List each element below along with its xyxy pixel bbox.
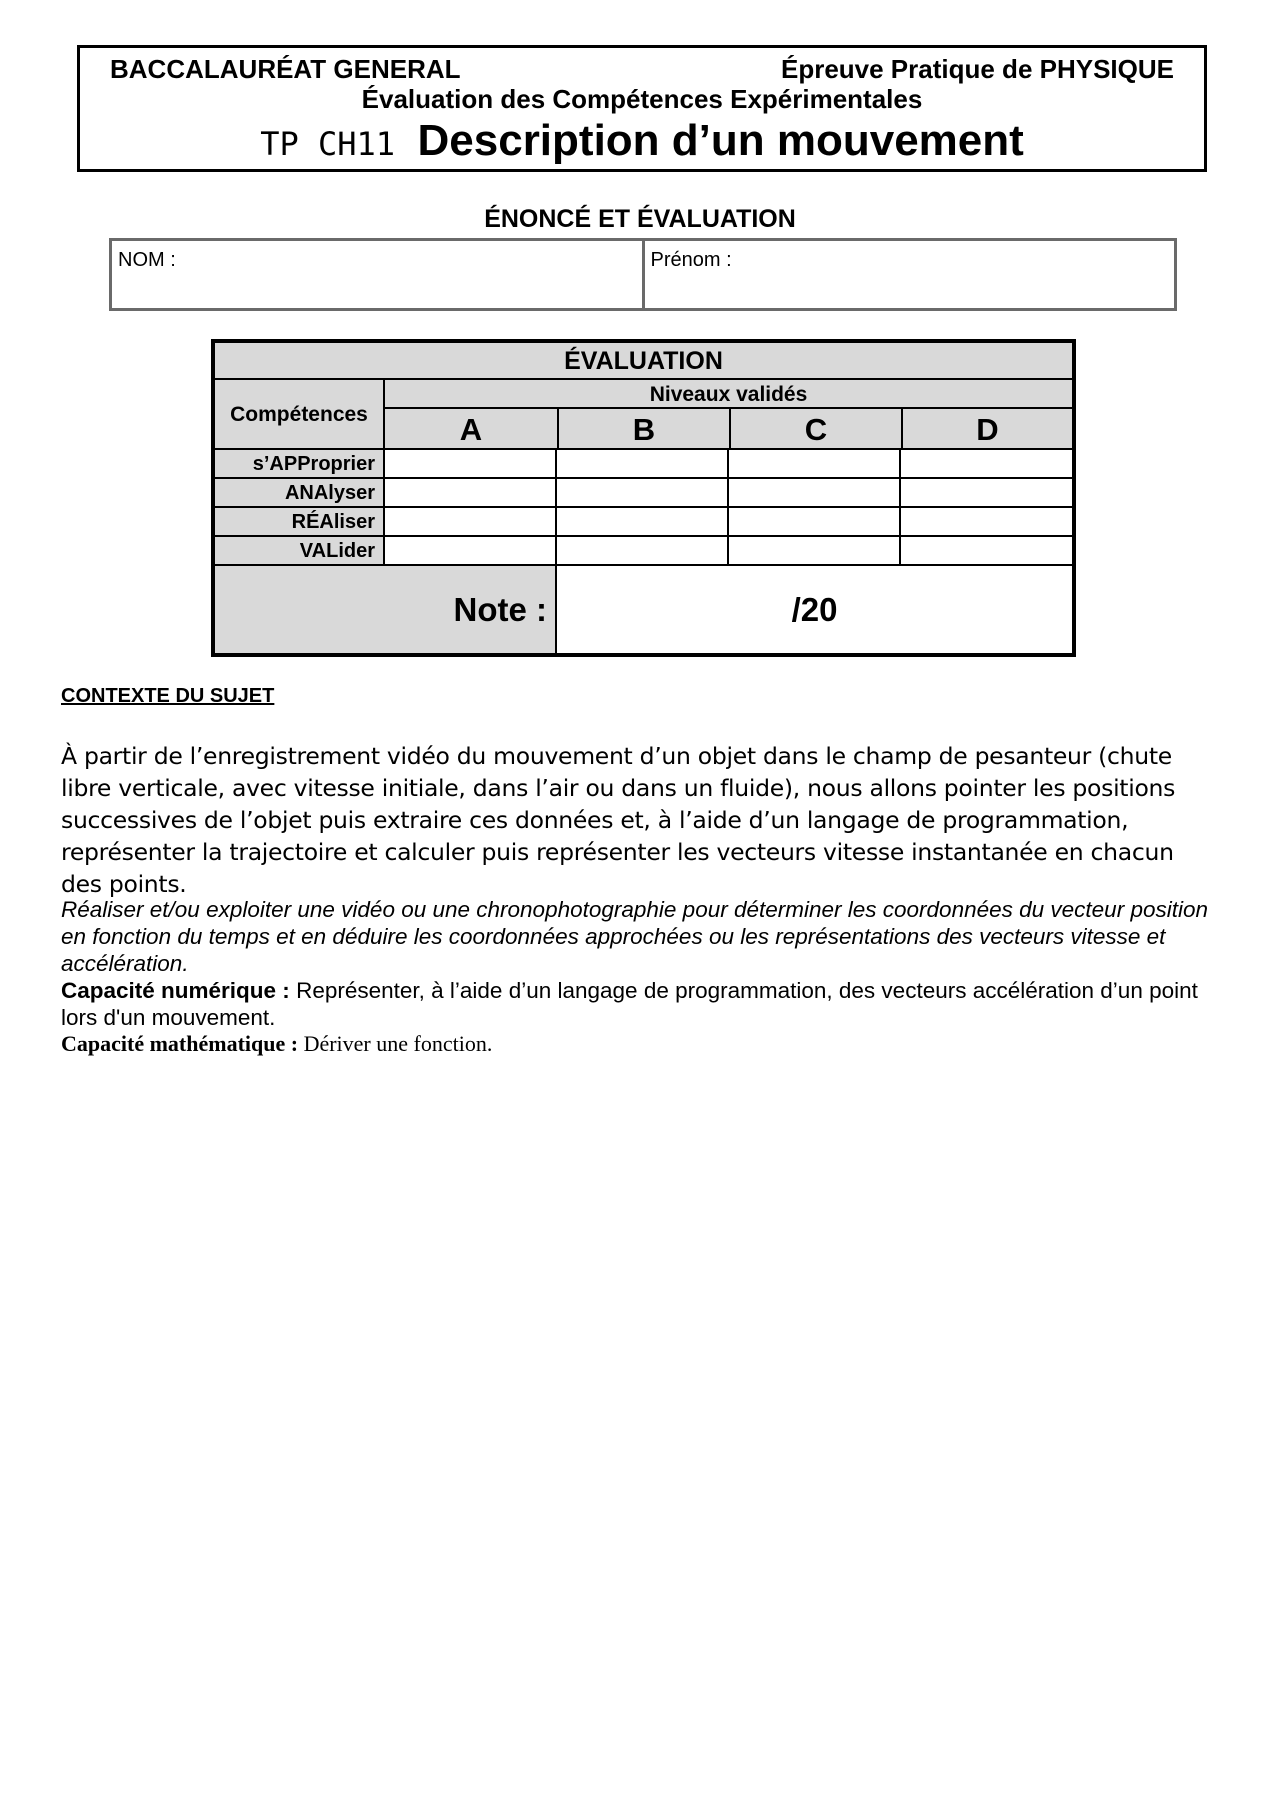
enonce-heading: ÉNONCÉ ET ÉVALUATION	[484, 205, 796, 233]
grade-cell[interactable]	[729, 450, 901, 479]
capacite-mathematique-text: Dériver une fonction.	[298, 1031, 493, 1056]
capacite-numerique	[61, 977, 1221, 1031]
grade-cell[interactable]	[385, 537, 557, 566]
level-c-header: C	[729, 409, 901, 450]
grade-cell[interactable]	[557, 450, 729, 479]
grade-cell[interactable]	[901, 508, 1072, 537]
grade-cell[interactable]	[385, 450, 557, 479]
exam-level: BACCALAURÉAT GENERAL	[110, 54, 461, 84]
note-label: Note :	[215, 566, 557, 653]
grade-cell[interactable]	[729, 508, 901, 537]
nom-label: NOM :	[118, 249, 176, 271]
level-d-header: D	[901, 409, 1072, 450]
row-label-analyser: ANAlyser	[215, 479, 385, 508]
grade-cell[interactable]	[557, 479, 729, 508]
grade-cell[interactable]	[729, 537, 901, 566]
grade-cell[interactable]	[729, 479, 901, 508]
row-label-approprier: s’APProprier	[215, 450, 385, 479]
grade-cell[interactable]	[557, 537, 729, 566]
grade-cell[interactable]	[901, 450, 1072, 479]
capacite-numerique-text: Représenter, à l’aide d’un langage de programmation, des vecteurs accélération d’un point lors d'un mouvement.	[61, 978, 1198, 1030]
identity-table	[109, 238, 1177, 311]
level-b-header: B	[557, 409, 729, 450]
header-box	[77, 45, 1207, 172]
competences-header: Compétences	[215, 380, 385, 450]
capacite-mathematique	[61, 1031, 1221, 1057]
capacite-numerique-label: Capacité numérique :	[61, 978, 290, 1003]
grade-cell[interactable]	[901, 479, 1072, 508]
grade-cell[interactable]	[385, 508, 557, 537]
context-paragraph: À partir de l’enregistrement vidéo du mouvement d’un objet dans le champ de pesanteur (chute libre verticale, avec vitesse initiale, dans l’air ou dans un fluide), nous allons pointer les positions successives de l’objet puis extraire ces données et, à l’aide d’un langage de programmation, représenter la trajectoire et calculer puis représenter les vecteurs vitesse instantanée en chacun des points.	[61, 742, 1176, 898]
header-subtitle: Évaluation des Compétences Expérimentales	[361, 84, 923, 114]
row-label-valider: VALider	[215, 537, 385, 566]
nom-field[interactable]	[112, 241, 642, 308]
evaluation-title: ÉVALUATION	[215, 343, 1072, 380]
objectives-block	[61, 896, 1221, 1057]
level-a-header: A	[385, 409, 557, 450]
grade-cell[interactable]	[557, 508, 729, 537]
grade-cell[interactable]	[385, 479, 557, 508]
prenom-field[interactable]	[642, 241, 1175, 308]
objective-text: Réaliser et/ou exploiter une vidéo ou une chronophotographie pour déterminer les coordonnées du vecteur position en fonction du temps et en déduire les coordonnées approchées ou les représentations des vecteurs vitesse et accélération.	[61, 897, 1208, 976]
evaluation-table	[211, 339, 1076, 657]
note-value[interactable]: /20	[557, 566, 1072, 653]
row-label-realiser: RÉAliser	[215, 508, 385, 537]
tp-code: TP CH11	[260, 125, 396, 163]
title-row	[80, 116, 1204, 166]
grade-cell[interactable]	[901, 537, 1072, 566]
prenom-label: Prénom :	[650, 249, 732, 271]
context-heading: CONTEXTE DU SUJET	[61, 685, 275, 707]
page-title: Description d’un mouvement	[417, 116, 1024, 165]
niveaux-header: Niveaux validés	[385, 380, 1072, 409]
capacite-mathematique-label: Capacité mathématique :	[61, 1031, 299, 1056]
exam-type: Épreuve Pratique de PHYSIQUE	[780, 54, 1174, 84]
